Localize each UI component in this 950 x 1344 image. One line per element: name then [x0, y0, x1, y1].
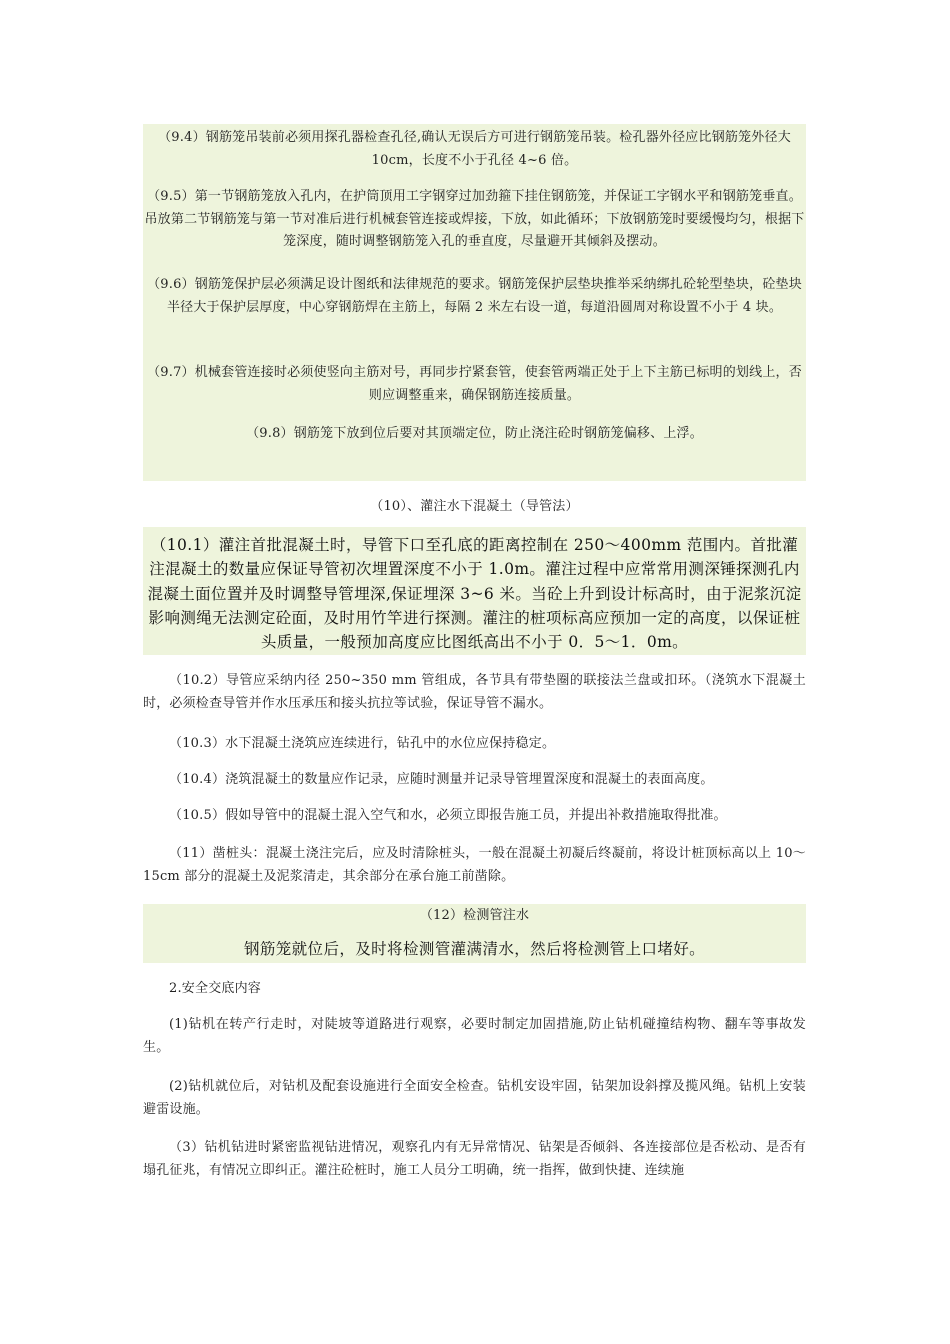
safety-item-2: (2)钻机就位后，对钻机及配套设施进行全面安全检查。钻机安设牢固，钻架加设斜撑及揽风绳。钻机上安装避雷设施。 [143, 1079, 806, 1117]
section-12-heading: （12）检测管注水 [419, 908, 530, 923]
section-10-heading: （10）、灌注水下混凝土（导管法） [370, 499, 579, 514]
paragraph-9-8: （9.8）钢筋笼下放到位后要对其顶端定位，防止浇注砼时钢筋笼偏移、上浮。 [246, 426, 703, 441]
paragraph-9-5: （9.5）第一节钢筋笼放入孔内，在护筒顶用工字钢穿过加劲箍下挂住钢筋笼，并保证工字钢水平和钢筋笼垂直。吊放第二节钢筋笼与第一节对准后进行机械套管连接或焊接，下放，如此循环；下放钢筋笼时要缓慢均匀，根据下笼深度，随时调整钢筋笼入孔的垂直度，尽量避开其倾斜及摆动。 [144, 189, 805, 249]
safety-item-3: （3）钻机钻进时紧密监视钻进情况，观察孔内有无异常情况、钻架是否倾斜、各连接部位是否松动、是否有塌孔征兆，有情况立即纠正。灌注砼桩时，施工人员分工明确，统一指挥，做到快捷、连续施 [143, 1140, 806, 1178]
paragraph-10-2: （10.2）导管应采纳内径 250~350 mm 管组成，各节具有带垫圈的联接法兰盘或扣环。（浇筑水下混凝土时，必须检查导管并作水压承压和接头抗拉等试验，保证导管不漏水。 [143, 673, 806, 711]
safety-heading: 2.安全交底内容 [169, 981, 262, 996]
paragraph-10-4: （10.4）浇筑混凝土的数量应作记录，应随时测量并记录导管埋置深度和混凝土的表面高度。 [169, 772, 714, 787]
paragraph-10-1: （10.1）灌注首批混凝土时，导管下口至孔底的距离控制在 250～400mm 范围内。首批灌注混凝土的数量应保证导管初次埋置深度不小于 1.0m。灌注过程中应常常用测深锤探测孔内混凝土面位置并及时调整导管埋深,保证埋深 3~6 米。当砼上升到设计标高时，由于泥浆沉淀影响测绳无法测定砼面，及时用竹竿进行探测。灌注的桩项标高应预加一定的高度，以保证桩头质量，一般预加高度应比图纸高出不小于 0．5～1．0m。 [147, 536, 802, 652]
paragraph-11: （11）凿桩头：混凝土浇注完后，应及时清除桩头，一般在混凝土初凝后终凝前，将设计桩顶标高以上 10～15cm 部分的混凝土及泥浆清走，其余部分在承台施工前凿除。 [143, 846, 806, 884]
paragraph-9-4: （9.4）钢筋笼吊装前必须用探孔器检查孔径,确认无误后方可进行钢筋笼吊装。检孔器外径应比钢筋笼外径大 10cm，长度不小于孔径 4~6 倍。 [158, 130, 791, 168]
paragraph-12: 钢筋笼就位后，及时将检测管灌满清水，然后将检测管上口堵好。 [243, 940, 706, 958]
paragraph-9-7: （9.7）机械套管连接时必须使竖向主筋对号，再同步拧紧套管，使套管两端正处于上下主筋已标明的划线上，否则应调整重来，确保钢筋连接质量。 [147, 365, 802, 403]
paragraph-10-3: （10.3）水下混凝土浇筑应连续进行，钻孔中的水位应保持稳定。 [169, 736, 556, 751]
paragraph-9-6: （9.6）钢筋笼保护层必须满足设计图纸和法律规范的要求。钢筋笼保护层垫块推举采纳绑扎砼轮型垫块，砼垫块半径大于保护层厚度，中心穿钢筋焊在主筋上，每隔 2 米左右设一道，每道沿圆周对称设置不小于 4 块。 [147, 277, 802, 315]
safety-item-1: (1)钻机在转产行走时，对陡坡等道路进行观察，必要时制定加固措施,防止钻机碰撞结构物、翻车等事故发生。 [143, 1017, 806, 1055]
paragraph-10-5: （10.5）假如导管中的混凝土混入空气和水，必须立即报告施工员，并提出补救措施取得批准。 [169, 808, 727, 823]
